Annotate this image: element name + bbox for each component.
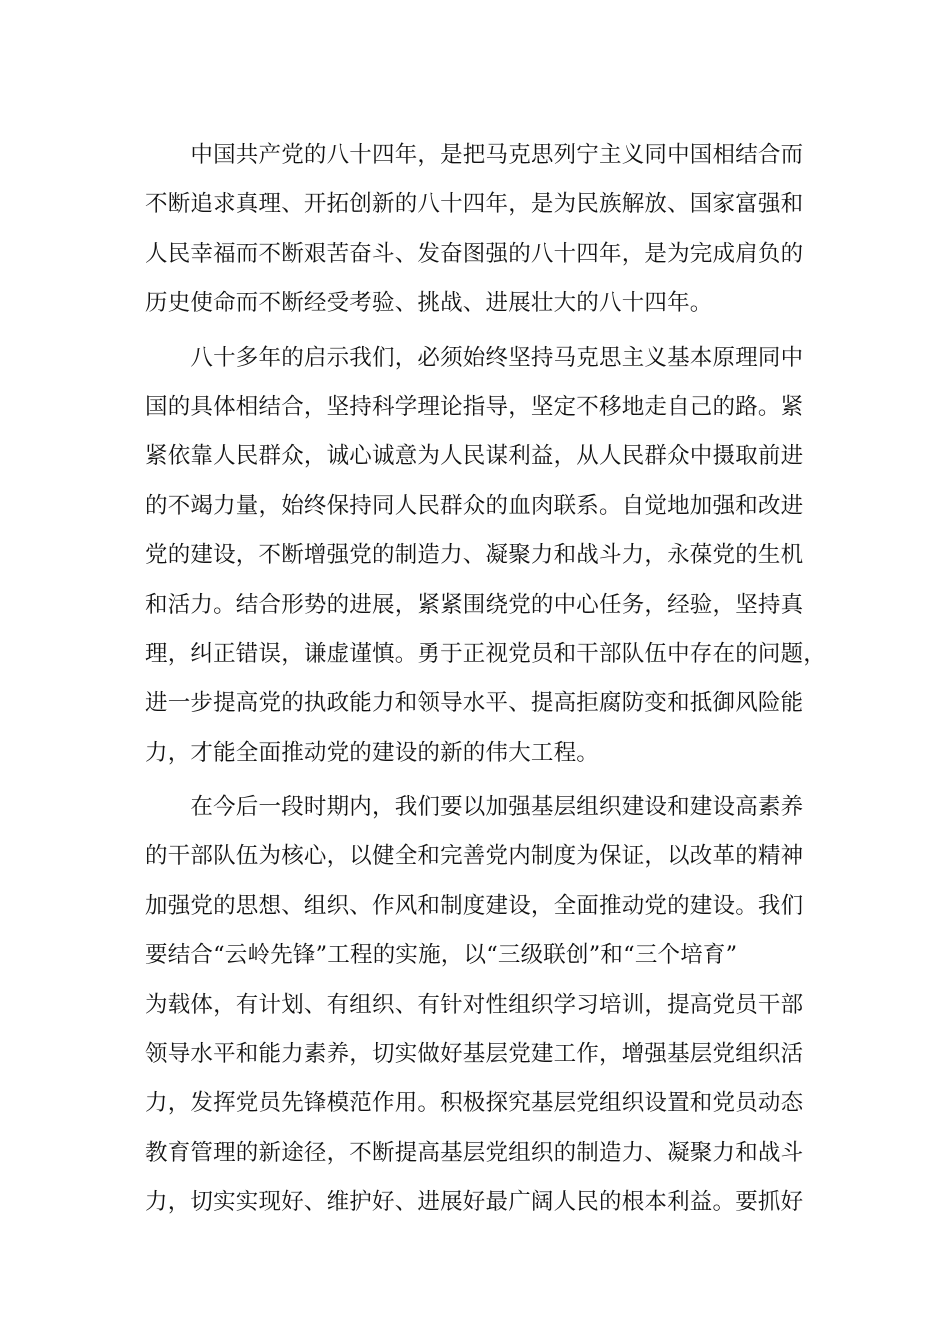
text-line: 加强党的思想、组织、作风和制度建设，全面推动党的建设。我们 (145, 892, 804, 919)
text-line: 国的具体相结合，坚持科学理论指导，坚定不移地走自己的路。紧 (145, 393, 804, 420)
text-line: 的干部队伍为核心，以健全和完善党内制度为保证，以改革的精神 (145, 843, 804, 870)
text-line: 人民幸福而不断艰苦奋斗、发奋图强的八十四年，是为完成肩负的 (145, 240, 804, 267)
text-line: 和活力。结合形势的进展，紧紧围绕党的中心任务，经验，坚持真 (145, 591, 804, 618)
text-line: 教育管理的新途径，不断提高基层党组织的制造力、凝聚力和战斗 (145, 1139, 804, 1166)
paragraph-3 (145, 783, 815, 1228)
paragraph-1 (145, 131, 815, 329)
text-line: 中国共产党的八十四年，是把马克思列宁主义同中国相结合而 (145, 142, 804, 168)
text-line: 力，才能全面推动党的建设的新的伟大工程。 (145, 739, 600, 766)
text-line: 党的建设，不断增强党的制造力、凝聚力和战斗力，永葆党的生机 (145, 542, 804, 569)
text-line: 要结合“云岭先锋”工程的实施，以“三级联创”和“三个培育” (145, 942, 738, 969)
text-line: 理，纠正错误，谦虚谨慎。勇于正视党员和干部队伍中存在的问题， (145, 640, 827, 667)
text-line: 在今后一段时期内，我们要以加强基层组织建设和建设高素养 (145, 794, 804, 821)
document-body (145, 131, 827, 1228)
text-line: 八十多年的启示我们，必须始终坚持马克思主义基本原理同中 (145, 344, 804, 371)
text-line: 历史使命而不断经受考验、挑战、进展壮大的八十四年。 (145, 290, 713, 317)
text-line: 为载体，有计划、有组织、有针对性组织学习培训，提高党员干部 (145, 991, 804, 1018)
text-line: 紧依靠人民群众，诚心诚意为人民谋利益，从人民群众中摄取前进 (145, 443, 804, 470)
text-line: 力，发挥党员先锋模范作用。积极探究基层党组织设置和党员动态 (145, 1090, 804, 1117)
text-line: 进一步提高党的执政能力和领导水平、提高拒腐防变和抵御风险能 (145, 690, 804, 717)
text-line: 不断追求真理、开拓创新的八十四年，是为民族解放、国家富强和 (145, 191, 804, 218)
text-line: 领导水平和能力素养，切实做好基层党建工作，增强基层党组织活 (145, 1041, 804, 1068)
text-line: 力，切实实现好、维护好、进展好最广阔人民的根本利益。要抓好 (145, 1189, 804, 1216)
text-line: 的不竭力量，始终保持同人民群众的血肉联系。自觉地加强和改进 (145, 492, 804, 519)
paragraph-2 (145, 334, 827, 779)
